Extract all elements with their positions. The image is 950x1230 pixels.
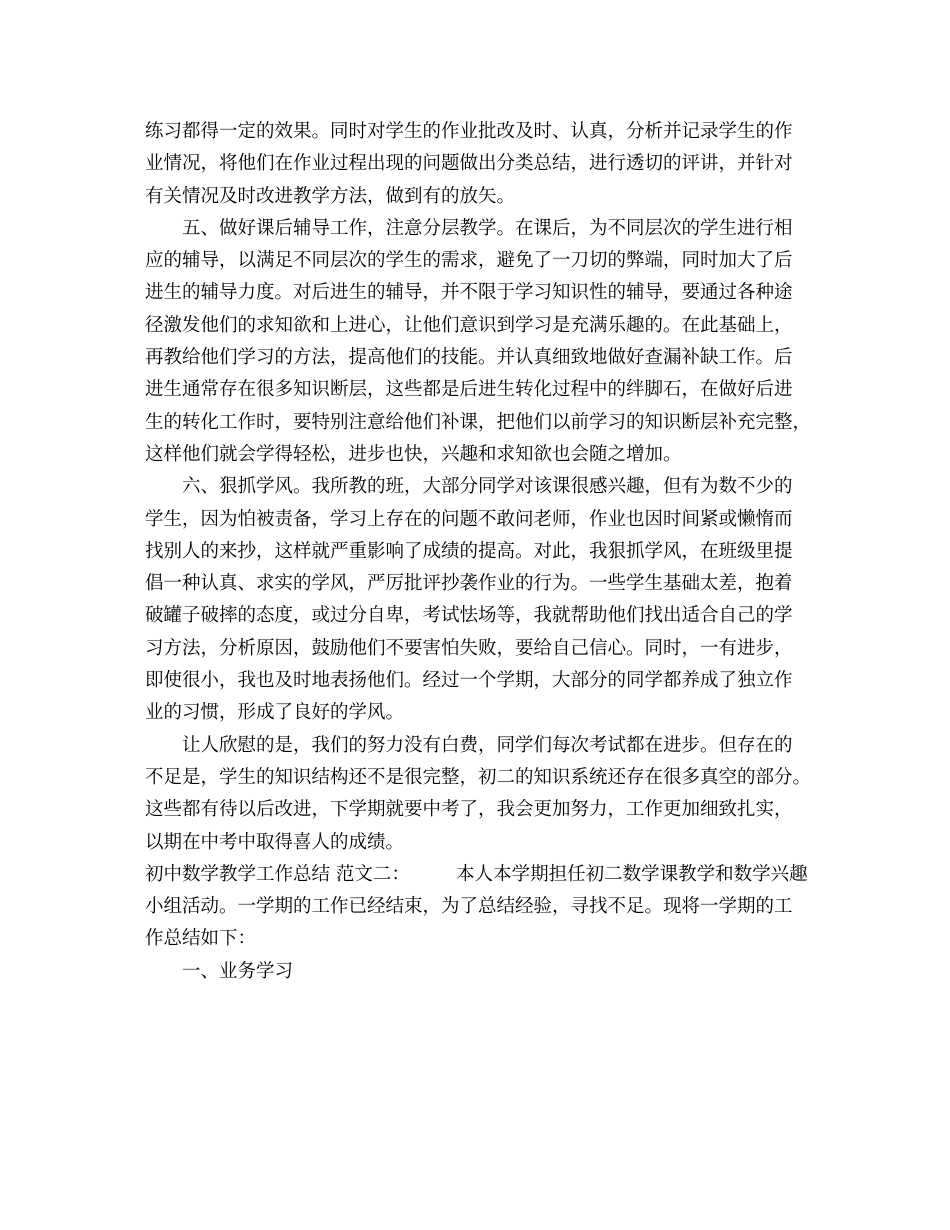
text-line: 小组活动。一学期的工作已经结束，为了总结经验，寻找不足。现将一学期的工 — [145, 896, 793, 918]
paragraph-six-start: 六、狠抓学风。我所教的班，大部分同学对该课很感兴趣，但有为数不少的 — [182, 476, 793, 498]
text-line: 径激发他们的求知欲和上进心，让他们意识到学习是充满乐趣的。在此基础上， — [145, 314, 793, 336]
text-line: 业的习惯，形成了良好的学风。 — [145, 702, 405, 724]
section-heading-sample-two: 初中数学教学工作总结 范文二： 本人本学期担任初二数学课教学和数学兴趣 — [145, 863, 808, 885]
paragraph-five-start: 五、做好课后辅导工作，注意分层教学。在课后，为不同层次的学生进行相 — [182, 217, 793, 239]
text-line: 破罐子破摔的态度，或过分自卑，考试怯场等，我就帮助他们找出适合自己的学 — [145, 605, 793, 627]
text-line: 再教给他们学习的方法，提高他们的技能。并认真细致地做好查漏补缺工作。后 — [145, 347, 793, 369]
text-line: 生的转化工作时，要特别注意给他们补课，把他们以前学习的知识断层补充完整， — [145, 411, 812, 433]
text-line: 练习都得一定的效果。同时对学生的作业批改及时、认真，分析并记录学生的作 — [145, 121, 793, 142]
document-body — [145, 116, 815, 988]
text-line: 作总结如下： — [145, 928, 257, 950]
text-line: 不足是，学生的知识结构还不是很完整，初二的知识系统还存在很多真空的部分。 — [145, 766, 812, 788]
text-line: 以期在中考中取得喜人的成绩。 — [145, 831, 405, 853]
text-line: 进生通常存在很多知识断层，这些都是后进生转化过程中的绊脚石，在做好后进 — [145, 379, 793, 401]
text-line: 有关情况及时改进教学方法，做到有的放矢。 — [145, 185, 516, 207]
text-line: 这样他们就会学得轻松，进步也快，兴趣和求知欲也会随之增加。 — [145, 443, 682, 465]
text-line: 习方法，分析原因，鼓励他们不要害怕失败，要给自己信心。同时，一有进步， — [145, 637, 793, 659]
paragraph-conclusion-start: 让人欣慰的是，我们的努力没有白费，同学们每次考试都在进步。但存在的 — [182, 734, 793, 756]
text-line: 即使很小，我也及时地表扬他们。经过一个学期，大部分的同学都养成了独立作 — [145, 670, 793, 692]
text-line: 这些都有待以后改进，下学期就要中考了，我会更加努力，工作更加细致扎实， — [145, 799, 793, 821]
text-line: 进生的辅导力度。对后进生的辅导，并不限于学习知识性的辅导，要通过各种途 — [145, 282, 793, 304]
text-line: 业情况，将他们在作业过程出现的问题做出分类总结，进行透切的评讲，并针对 — [145, 153, 793, 175]
text-line: 应的辅导，以满足不同层次的学生的需求，避免了一刀切的弊端，同时加大了后 — [145, 250, 793, 272]
text-line: 学生，因为怕被责备，学习上存在的问题不敢问老师，作业也因时间紧或懒惰而 — [145, 508, 793, 530]
text-line: 找别人的来抄，这样就严重影响了成绩的提高。对此，我狠抓学风，在班级里提 — [145, 540, 793, 562]
text-line: 倡一种认真、求实的学风，严厉批评抄袭作业的行为。一些学生基础太差，抱着 — [145, 573, 793, 595]
subheading-business-study: 一、业务学习 — [182, 960, 294, 982]
